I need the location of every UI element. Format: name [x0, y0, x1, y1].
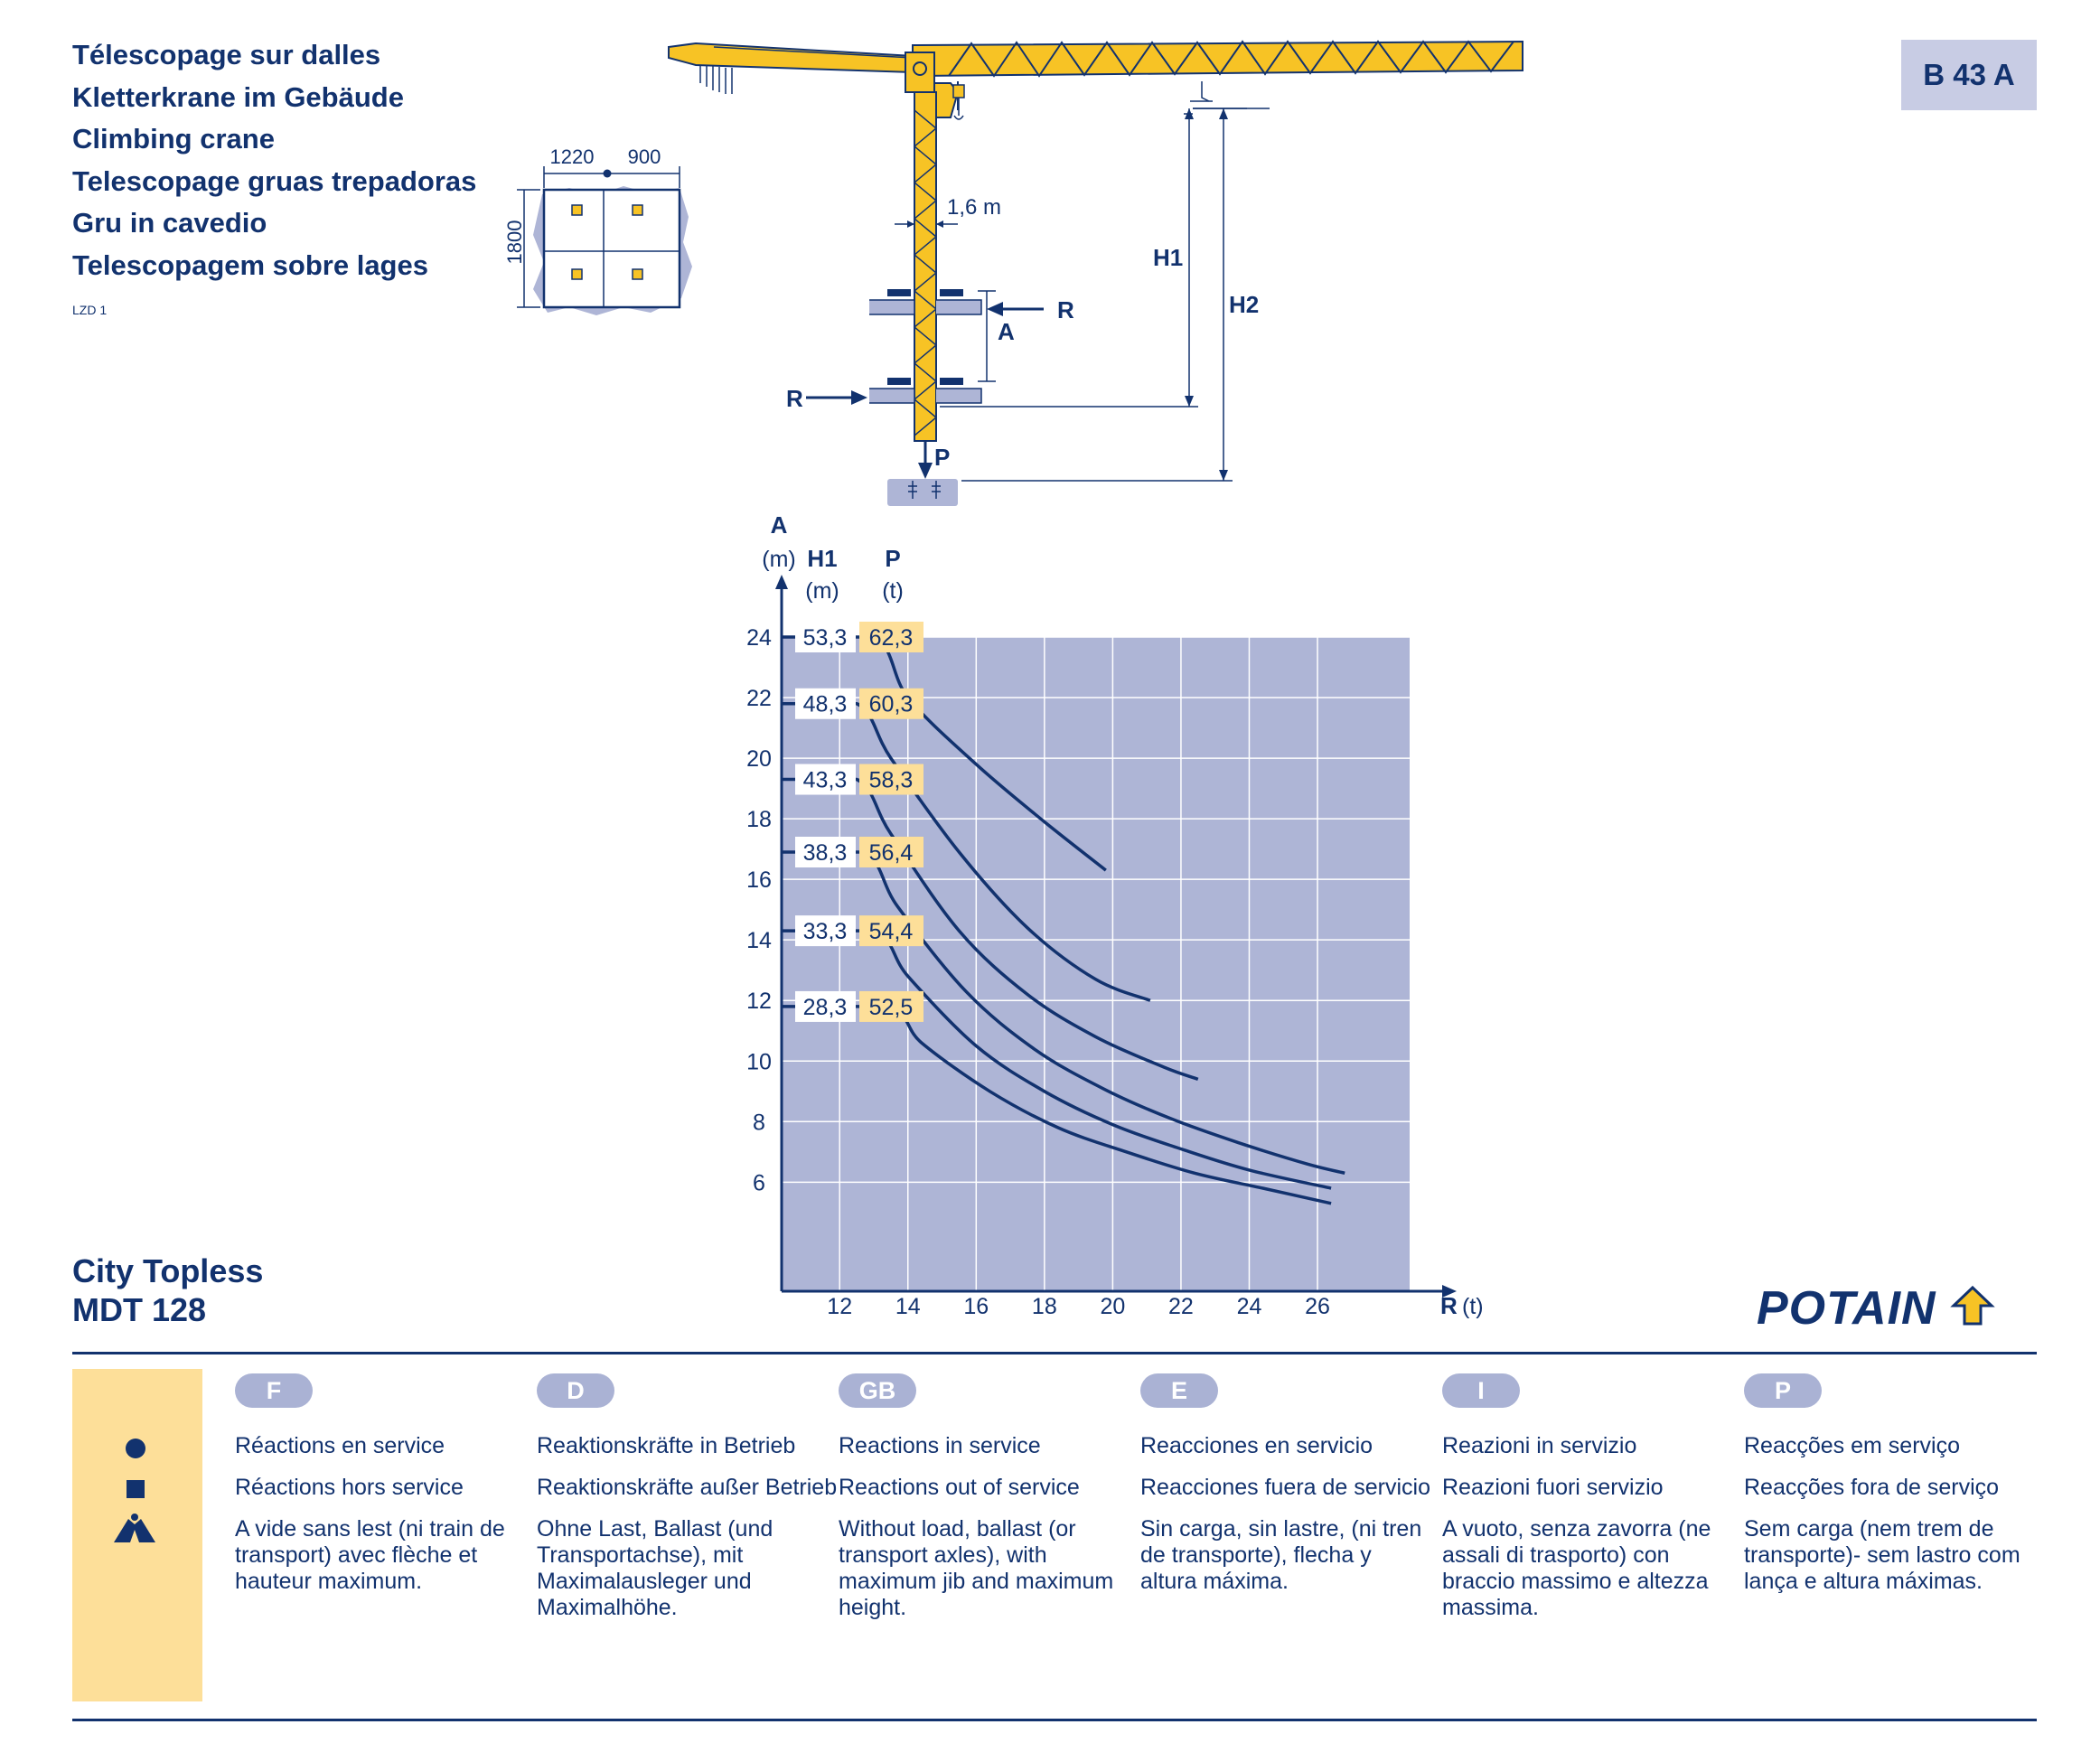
title-it: Gru in cavedio — [72, 207, 267, 239]
legend-column-p — [1744, 1373, 2033, 1594]
y-tick-label: 10 — [746, 1049, 772, 1075]
h1-value: 43,3 — [802, 767, 848, 793]
in-service-text: Reacciones en servicio — [1140, 1433, 1373, 1458]
plan-dim-a: 1220 — [549, 145, 595, 168]
product-line-2: MDT 128 — [72, 1291, 207, 1328]
h1-value: 33,3 — [802, 919, 848, 945]
title-pt: Telescopagem sobre lages — [72, 248, 428, 281]
upper-slab-right — [936, 300, 981, 314]
language-badge: GB — [839, 1373, 916, 1408]
no-load-text: Sin carga, sin lastre, (ni tren de transporte), flecha y altura máxima. — [1140, 1516, 1422, 1594]
y-tick-label: 16 — [746, 867, 772, 894]
x-tick-label: 16 — [963, 1294, 989, 1319]
out-of-service-square-icon — [126, 1479, 145, 1499]
product-line-1: City Topless — [72, 1252, 264, 1289]
title-en: Climbing crane — [72, 123, 275, 155]
out-of-service-text: Reacciones fuera de servicio — [1140, 1475, 1430, 1500]
divider-top — [72, 1352, 2037, 1354]
y-axis-unit: (m) — [762, 547, 796, 572]
p-value: 54,4 — [868, 919, 914, 945]
h1-value: 38,3 — [802, 839, 848, 866]
y-tick-label: 24 — [746, 625, 772, 651]
x-axis-label: R — [1440, 1292, 1458, 1319]
x-tick-label: 26 — [1305, 1294, 1330, 1319]
plot-area — [782, 637, 1410, 1291]
legend-symbol-bar — [72, 1369, 202, 1701]
no-load-text: Without load, ballast (or transport axles), with maximum jib and maximum height. — [839, 1516, 1114, 1620]
legend-column-gb — [839, 1373, 1128, 1620]
crane-elevation-diagram — [660, 27, 1527, 515]
in-service-text: Reazioni in servizio — [1442, 1433, 1637, 1458]
legend-column-d — [537, 1373, 838, 1620]
upper-slab-left — [869, 300, 914, 314]
out-of-service-text: Reaktionskräfte außer Betrieb — [537, 1475, 838, 1500]
out-of-service-text: Reazioni fuori servizio — [1442, 1475, 1664, 1500]
reaction-chart — [723, 506, 1536, 1337]
h1-column-unit: (m) — [805, 578, 839, 604]
brand-name: POTAIN — [1757, 1282, 1936, 1335]
dim-a-label: A — [998, 318, 1015, 345]
x-tick-label: 24 — [1236, 1294, 1262, 1319]
counter-jib — [669, 43, 913, 72]
brand-logo — [1757, 1281, 1995, 1336]
in-service-text: Reaktionskräfte in Betrieb — [537, 1433, 796, 1458]
brand-arrow-icon — [1950, 1284, 1995, 1327]
language-badge: F — [235, 1373, 313, 1408]
language-badge: D — [537, 1373, 614, 1408]
lower-slab-left — [869, 389, 914, 403]
in-service-text: Reacções em serviço — [1744, 1433, 1960, 1458]
reaction-lower-label: R — [786, 385, 803, 412]
p-value: 62,3 — [868, 625, 914, 651]
y-tick-label: 6 — [753, 1170, 765, 1196]
no-load-crane-icon — [112, 1512, 157, 1544]
h1-value: 48,3 — [802, 691, 848, 717]
x-tick-label: 12 — [827, 1294, 853, 1319]
x-axis-unit: (t) — [1462, 1294, 1484, 1319]
out-of-service-text: Reacções fora de serviço — [1744, 1475, 2000, 1500]
divider-bottom — [72, 1719, 2037, 1721]
language-badge: P — [1744, 1373, 1822, 1408]
x-tick-label: 20 — [1100, 1294, 1126, 1319]
no-load-text: A vuoto, senza zavorra (ne assali di trasporto) con braccio massimo e altezza massima. — [1442, 1516, 1711, 1620]
in-service-dot-icon — [125, 1438, 146, 1459]
legend-column-e — [1140, 1373, 1430, 1594]
in-service-text: Reactions in service — [839, 1433, 1041, 1458]
legend-column-i — [1442, 1373, 1731, 1620]
title-block — [72, 34, 476, 286]
language-badge: I — [1442, 1373, 1520, 1408]
drawing-code: LZD 1 — [72, 303, 108, 317]
p-column-unit: (t) — [882, 578, 904, 604]
dim-h2-label: H2 — [1229, 291, 1260, 318]
y-tick-label: 12 — [746, 989, 772, 1015]
y-tick-label: 20 — [746, 746, 772, 773]
p-column-label: P — [885, 545, 901, 572]
out-of-service-text: Reactions out of service — [839, 1475, 1080, 1500]
p-value: 52,5 — [868, 994, 914, 1020]
title-de: Kletterkrane im Gebäude — [72, 80, 404, 113]
lower-slab-right — [936, 389, 981, 403]
mast-width-label: 1,6 m — [947, 195, 1002, 220]
language-badge: E — [1140, 1373, 1218, 1408]
h1-value: 28,3 — [802, 994, 848, 1020]
x-tick-label: 22 — [1168, 1294, 1194, 1319]
page-badge: B 43 A — [1901, 40, 2037, 110]
foundation-block — [887, 479, 958, 506]
y-axis-label: A — [770, 511, 788, 539]
in-service-text: Réactions en service — [235, 1433, 445, 1458]
x-tick-label: 14 — [895, 1294, 921, 1319]
p-value: 58,3 — [868, 767, 914, 793]
x-tick-label: 18 — [1031, 1294, 1057, 1319]
legend-column-f — [235, 1373, 524, 1594]
h1-column-label: H1 — [807, 545, 838, 572]
plan-dim-b: 900 — [627, 145, 661, 168]
no-load-text: A vide sans lest (ni train de transport) avec flèche et hauteur maximum. — [235, 1516, 505, 1594]
p-value: 60,3 — [868, 691, 914, 717]
reaction-upper-label: R — [1057, 296, 1074, 323]
plan-dim-c: 1800 — [503, 220, 526, 265]
load-p-label: P — [934, 444, 951, 471]
out-of-service-text: Réactions hors service — [235, 1475, 464, 1500]
no-load-text: Sem carga (nem trem de transporte)- sem lastro com lança e altura máximas. — [1744, 1516, 2020, 1594]
h1-value: 53,3 — [802, 625, 848, 651]
title-fr: Télescopage sur dalles — [72, 39, 381, 70]
p-value: 56,4 — [868, 839, 914, 866]
y-tick-label: 8 — [753, 1110, 765, 1136]
title-es: Telescopage gruas trepadoras — [72, 164, 477, 197]
y-tick-label: 14 — [746, 928, 772, 954]
dim-h1-label: H1 — [1153, 244, 1184, 271]
product-name — [72, 1251, 263, 1329]
y-axis-arrow — [775, 575, 788, 589]
y-tick-label: 18 — [746, 807, 772, 833]
y-tick-label: 22 — [746, 686, 772, 712]
no-load-text: Ohne Last, Ballast (und Transportachse), mit Maximalausleger und Maximalhöhe. — [537, 1516, 773, 1620]
